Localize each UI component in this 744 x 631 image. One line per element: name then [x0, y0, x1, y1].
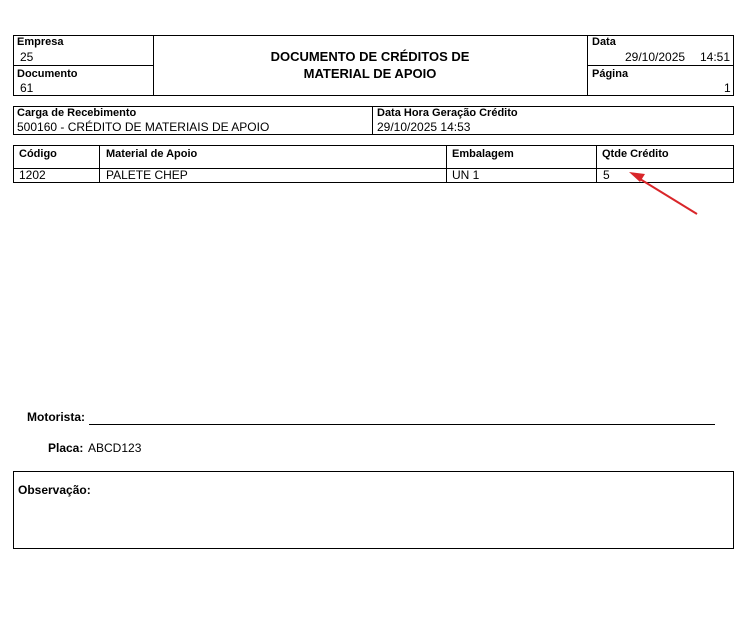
motorista-label: Motorista:	[27, 410, 85, 424]
cell-embalagem: UN 1	[452, 168, 480, 182]
documento-label: Documento	[17, 68, 78, 80]
column-header-codigo: Código	[19, 148, 57, 160]
pagina-label: Página	[592, 68, 629, 80]
documento-value: 61	[20, 81, 34, 95]
cell-codigo: 1202	[19, 168, 46, 182]
cell-qtde: 5	[603, 168, 610, 182]
pagina-value: 1	[724, 81, 731, 95]
annotation-arrow-line	[640, 179, 697, 214]
observacao-box	[13, 471, 734, 549]
header-divider-right-mid	[587, 65, 734, 66]
column-header-embalagem: Embalagem	[452, 148, 514, 160]
placa-value: ABCD123	[88, 441, 142, 455]
carga-value: 500160 - CRÉDITO DE MATERIAIS DE APOIO	[17, 120, 270, 134]
header-divider-left-mid	[13, 65, 154, 66]
document-title	[155, 48, 585, 82]
title-line-2: MATERIAL DE APOIO	[303, 66, 437, 81]
col-divider-2	[446, 145, 447, 183]
data-time: 14:51	[700, 50, 731, 64]
observacao-label: Observação:	[18, 483, 91, 497]
geracao-label: Data Hora Geração Crédito	[377, 107, 518, 119]
empresa-value: 25	[20, 50, 34, 64]
col-divider-1	[99, 145, 100, 183]
data-date: 29/10/2025	[625, 50, 686, 64]
motorista-signature-line	[89, 424, 715, 425]
column-header-material: Material de Apoio	[106, 148, 198, 160]
title-line-1: DOCUMENTO DE CRÉDITOS DE	[270, 49, 470, 64]
carga-divider	[372, 106, 373, 135]
col-divider-3	[596, 145, 597, 183]
column-header-qtde: Qtde Crédito	[602, 148, 669, 160]
placa-label: Placa:	[48, 441, 84, 455]
cell-material: PALETE CHEP	[106, 168, 188, 182]
empresa-label: Empresa	[17, 36, 64, 48]
geracao-value: 29/10/2025 14:53	[377, 120, 471, 134]
carga-label: Carga de Recebimento	[17, 107, 137, 119]
data-label: Data	[592, 36, 616, 48]
